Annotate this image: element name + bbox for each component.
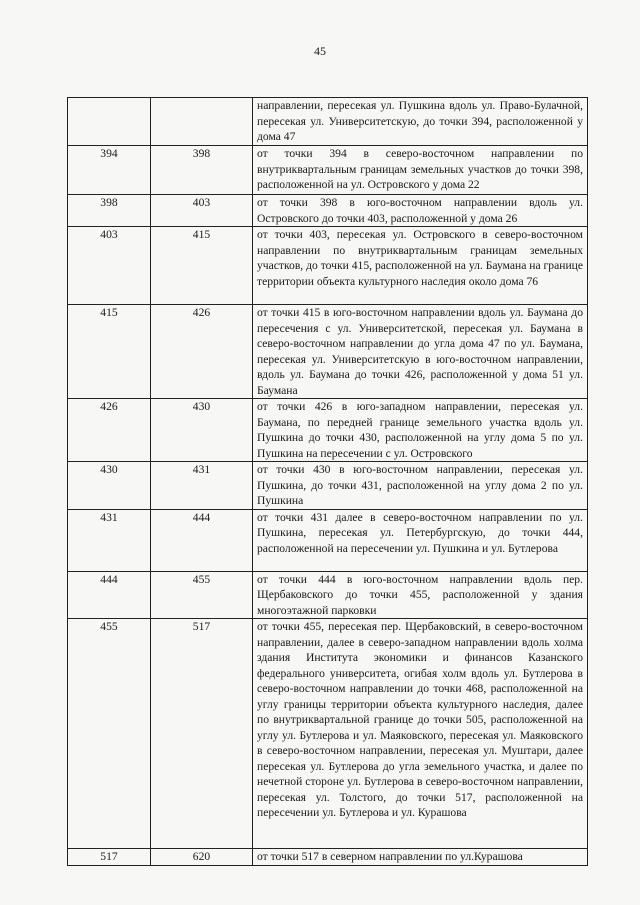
from-point-cell: 431	[68, 509, 151, 571]
route-description-cell: от точки 455, пересекая пер. Щербаковский, в северо-восточном направлении, далее в северо-западном направлении вдоль холма здания Института экономики и финансов Казанского федерального университета, огибая холм вдоль ул. Бутлерова в северо-восточном направлении до точки 468, расположенной на углу границы территории объекта культурного наследия, далее по внутриквартальной границе до точки 505, расположенной на углу ул. Бутлерова и ул. Маяковского, пересекая ул. Маяковского в северо-восточном направлении, пересекая ул. Муштари, далее пересекая ул. Бутлерова до угла земельного участка, и далее по нечетной стороне ул. Бутлерова в северо-восточном направлении, пересекая ул. Толстого, до точки 517, расположенной на пересечении ул. Бутлерова и ул. Курашова	[253, 619, 588, 849]
to-point-cell: 403	[151, 195, 253, 227]
table-row	[68, 849, 588, 866]
to-point-cell: 415	[151, 227, 253, 305]
from-point-cell: 517	[68, 849, 151, 866]
to-point-cell: 426	[151, 305, 253, 399]
to-point-cell: 620	[151, 849, 253, 866]
to-point-cell: 398	[151, 146, 253, 195]
from-point-cell: 444	[68, 571, 151, 619]
table-row	[68, 509, 588, 571]
from-point-cell: 455	[68, 619, 151, 849]
from-point-cell: 415	[68, 305, 151, 399]
table-row	[68, 462, 588, 510]
table-row	[68, 146, 588, 195]
table-row	[68, 227, 588, 305]
route-description-cell: направлении, пересекая ул. Пушкина вдоль ул. Право-Булачной, пересекая ул. Университетскую, до точки 394, расположенной у дома 47	[253, 98, 588, 146]
to-point-cell: 455	[151, 571, 253, 619]
from-point-cell	[68, 98, 151, 146]
table-row	[68, 619, 588, 849]
from-point-cell: 394	[68, 146, 151, 195]
to-point-cell: 444	[151, 509, 253, 571]
from-point-cell: 403	[68, 227, 151, 305]
from-point-cell: 426	[68, 399, 151, 462]
table-row	[68, 571, 588, 619]
table-row	[68, 305, 588, 399]
route-description-cell: от точки 430 в юго-восточном направлении, пересекая ул. Пушкина, до точки 431, расположенной на углу дома 2 по ул. Пушкина	[253, 462, 588, 510]
route-description-cell: от точки 431 далее в северо-восточном направлении по ул. Пушкина, пересекая ул. Петербургскую, до точки 444, расположенной на пересечении ул. Пушкина и ул. Бутлерова	[253, 509, 588, 571]
to-point-cell	[151, 98, 253, 146]
from-point-cell: 430	[68, 462, 151, 510]
table-row	[68, 399, 588, 462]
route-description-cell: от точки 415 в юго-восточном направлении вдоль ул. Баумана до пересечения с ул. Университетской, пересекая ул. Баумана в северо-восточном направлении до угла дома 47 по ул. Баумана, пересекая ул. Университетскую в юго-восточном направлении, вдоль ул. Баумана до точки 426, расположенной у дома 51 ул. Баумана	[253, 305, 588, 399]
to-point-cell: 517	[151, 619, 253, 849]
boundary-points-table	[67, 97, 588, 866]
route-description-cell: от точки 394 в северо-восточном направлении по внутриквартальным границам земельных участков до точки 398, расположенной на ул. Островского у дома 22	[253, 146, 588, 195]
route-description-cell: от точки 444 в юго-восточном направлении вдоль пер. Щербаковского до точки 455, расположенной у здания многоэтажной парковки	[253, 571, 588, 619]
from-point-cell: 398	[68, 195, 151, 227]
route-description-cell: от точки 403, пересекая ул. Островского в северо-восточном направлении по внутриквартальным границам земельных участков, до точки 415, расположенной на ул. Баумана на границе территории объекта культурного наследия около дома 76	[253, 227, 588, 305]
to-point-cell: 430	[151, 399, 253, 462]
route-description-cell: от точки 398 в юго-восточном направлении вдоль ул. Островского до точки 403, расположенной у дома 26	[253, 195, 588, 227]
route-description-cell: от точки 517 в северном направлении по ул.Курашова	[253, 849, 588, 866]
page-number: 45	[314, 44, 326, 58]
route-description-cell: от точки 426 в юго-западном направлении, пересекая ул. Баумана, по передней границе земельного участка вдоль ул. Пушкина до точки 430, расположенной на углу дома 5 по ул. Пушкина на пересечении с ул. Островского	[253, 399, 588, 462]
table-row	[68, 98, 588, 146]
table-row	[68, 195, 588, 227]
to-point-cell: 431	[151, 462, 253, 510]
